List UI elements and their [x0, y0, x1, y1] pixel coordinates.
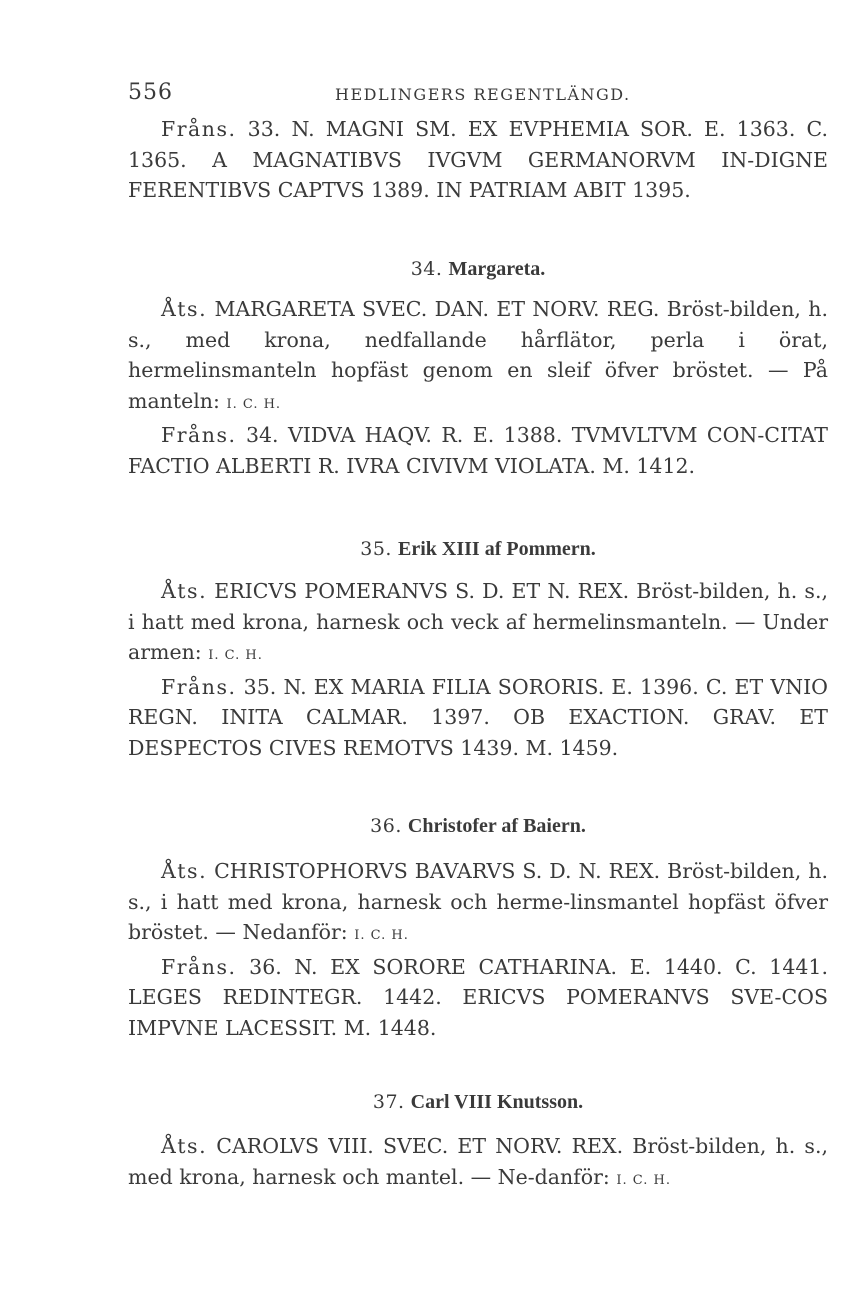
entry-36-heading: [128, 811, 828, 841]
heading-number: 35.: [360, 538, 392, 560]
obverse-text: CAROLVS VIII. SVEC. ET NORV. REX. Bröst-bilden, h. s., med krona, harnesk och mantel. — Ne-danför:: [128, 1134, 828, 1189]
reverse-text: 33. N. MAGNI SM. EX EVPHEMIA SOR. E. 1363. C. 1365. A MAGNATIBVS IVGVM GERMANORVM IN-DIGNE FERENTIBVS CAPTVS 1389. IN PATRIAM ABIT 1395.: [128, 117, 828, 202]
running-head: [128, 80, 828, 114]
obverse-label: Åts.: [161, 297, 208, 321]
obverse-paragraph: [128, 1131, 828, 1196]
section-heading: [128, 811, 828, 841]
obverse-label: Åts.: [161, 579, 208, 603]
obverse-label: Åts.: [161, 859, 208, 883]
reverse-text: 34. VIDVA HAQV. R. E. 1388. TVMVLTVM CON-CITAT FACTIO ALBERTI R. IVRA CIVIVM VIOLATA. M. 1412.: [128, 423, 828, 478]
signature-abbr: I. C. H.: [354, 928, 409, 943]
reverse-paragraph: [128, 952, 828, 1044]
entry-37-heading: [128, 1087, 828, 1117]
section-heading: [128, 534, 828, 564]
obverse-paragraph: [128, 576, 828, 672]
reverse-label: Fråns.: [161, 674, 237, 699]
entry-37-body: [128, 1131, 828, 1196]
reverse-label: Fråns.: [161, 954, 237, 979]
heading-name: Margareta.: [448, 258, 546, 280]
reverse-text: 36. N. EX SORORE CATHARINA. E. 1440. C. 1441. LEGES REDINTEGR. 1442. ERICVS POMERANVS SVE-COS IMPVNE LACESSIT. M. 1448.: [128, 954, 828, 1040]
obverse-text: MARGARETA SVEC. DAN. ET NORV. REG. Bröst-bilden, h. s., med krona, nedfallande hårflätor, perla i örat, hermelinsmanteln hopfäst genom en sleif öfver bröstet. — På manteln:: [128, 297, 828, 413]
entry-35-heading: [128, 534, 828, 564]
obverse-paragraph: [128, 294, 828, 420]
obverse-text: ERICVS POMERANVS S. D. ET N. REX. Bröst-bilden, h. s., i hatt med krona, harnesk och veck af hermelinsmanteln. — Under armen:: [128, 579, 828, 664]
reverse-paragraph: [128, 672, 828, 764]
signature-abbr: I. C. H.: [616, 1172, 671, 1188]
signature-abbr: I. C. H.: [226, 396, 282, 412]
obverse-text: CHRISTOPHORVS BAVARVS S. D. N. REX. Bröst-bilden, h. s., i hatt med krona, harnesk och herme-linsmantel hopfäst öfver bröstet. — Nedanför:: [128, 859, 828, 944]
running-title: HEDLINGERS REGENTLÄNGD.: [335, 85, 631, 104]
heading-number: 34.: [410, 258, 443, 280]
page-number: 556: [128, 80, 173, 105]
reverse-text: 35. N. EX MARIA FILIA SORORIS. E. 1396. C. ET VNIO REGN. INITA CALMAR. 1397. OB EXACTION. GRAV. ET DESPECTOS CIVES REMOTVS 1439. M. 1459.: [128, 674, 828, 760]
obverse-label: Åts.: [161, 1134, 208, 1158]
reverse-paragraph: [128, 114, 828, 206]
heading-name: Erik XIII af Pommern.: [398, 538, 596, 560]
reverse-paragraph: [128, 420, 828, 481]
heading-number: 37.: [372, 1091, 405, 1113]
obverse-paragraph: [128, 856, 828, 952]
entry-35-body: [128, 576, 828, 763]
section-heading: [128, 254, 828, 284]
reverse-label: Fråns.: [161, 423, 237, 447]
section-heading: [128, 1087, 828, 1117]
heading-number: 36.: [370, 815, 402, 837]
entry-36-body: [128, 856, 828, 1043]
heading-name: Carl VIII Knutsson.: [410, 1091, 584, 1113]
entry-34-heading: [128, 254, 828, 284]
entry-34-body: [128, 294, 828, 481]
entry-33-reverse: [128, 114, 828, 206]
heading-name: Christofer af Baiern.: [407, 815, 586, 837]
signature-abbr: I. C. H.: [208, 648, 263, 663]
reverse-label: Fråns.: [161, 117, 237, 141]
